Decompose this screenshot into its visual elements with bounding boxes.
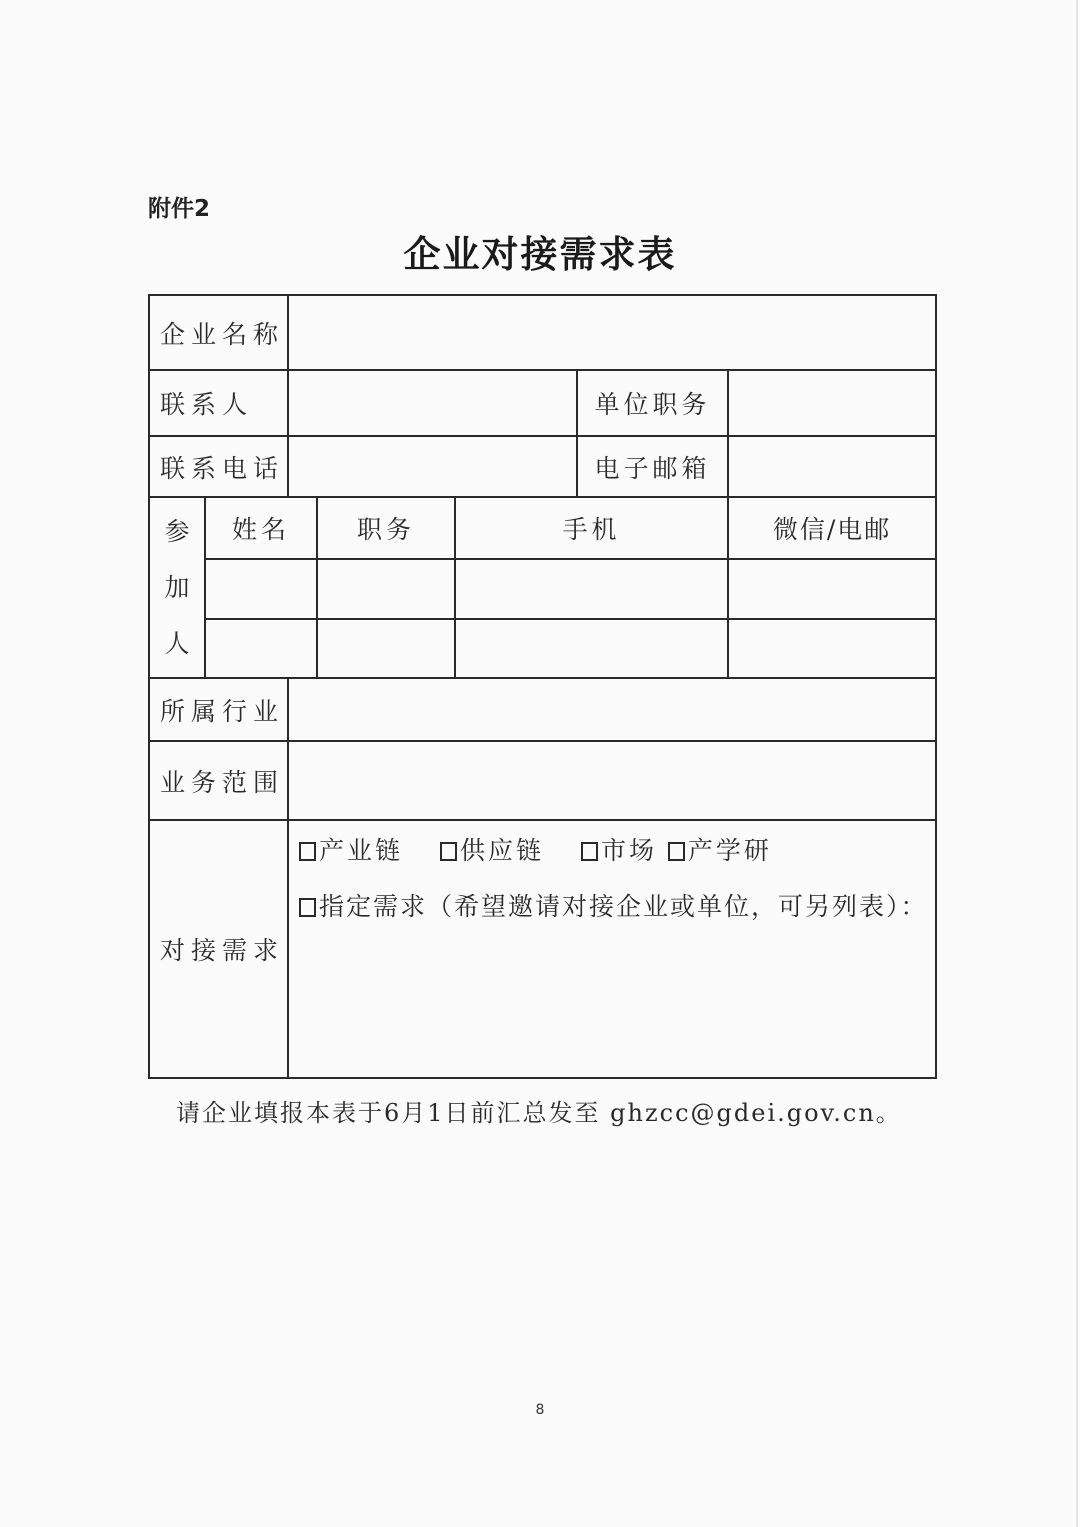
participant-wechat-field[interactable] [728,619,936,678]
participant-name-field[interactable] [205,619,317,678]
participants-char: 参 [164,516,190,546]
email-field[interactable] [728,436,936,497]
participants-char: 加 [164,572,190,602]
participant-name-field[interactable] [205,559,317,619]
contact-field[interactable] [288,370,577,436]
business-scope-row [149,741,936,820]
checkbox-icon[interactable] [299,898,316,917]
col-wechat-email-header: 微信/电邮 [728,497,936,559]
form-title: 企业对接需求表 [403,233,677,276]
industry-row [149,678,936,741]
checkbox-icon[interactable] [668,842,685,861]
checkbox-icon[interactable] [581,842,598,861]
participant-row [149,559,936,619]
participant-title-field[interactable] [317,559,455,619]
participants-header-row [149,497,936,559]
needs-options-line [299,835,935,867]
industry-label: 所属行业 [149,678,288,741]
col-mobile-header: 手机 [455,497,728,559]
participant-mobile-field[interactable] [455,559,728,619]
position-field[interactable] [728,370,936,436]
submission-note: 请企业填报本表于6月1日前汇总发至 ghzcc@gdei.gov.cn。 [176,1099,902,1127]
participant-mobile-field[interactable] [455,619,728,678]
phone-label: 联系电话 [149,436,288,497]
company-name-row [149,295,936,370]
option-supply-chain[interactable]: 供应链 [440,835,544,867]
col-title-header: 职务 [317,497,455,559]
specified-need-line[interactable] [299,891,935,923]
needs-row [149,820,936,1078]
company-name-field[interactable] [288,295,936,370]
option-market[interactable]: 市场 [581,835,657,867]
participant-wechat-field[interactable] [728,559,936,619]
option-industry-chain[interactable]: 产业链 [299,835,403,867]
col-name-header: 姓名 [205,497,317,559]
specified-need-text: 指定需求（希望邀请对接企业或单位，可另列表）： [319,892,928,921]
business-scope-field[interactable] [288,741,936,820]
phone-row [149,436,936,497]
email-label: 电子邮箱 [577,436,728,497]
business-scope-label: 业务范围 [149,741,288,820]
participant-title-field[interactable] [317,619,455,678]
contact-row [149,370,936,436]
participants-label [149,497,205,678]
participant-row [149,619,936,678]
needs-label: 对接需求 [149,820,288,1078]
industry-field[interactable] [288,678,936,741]
company-name-label: 企业名称 [149,295,288,370]
phone-field[interactable] [288,436,577,497]
attachment-label: 附件2 [148,196,211,222]
position-label: 单位职务 [577,370,728,436]
request-form-table [148,294,937,1079]
option-industry-university-research[interactable]: 产学研 [668,835,772,867]
page-number: 8 [535,1402,545,1418]
checkbox-icon[interactable] [440,842,457,861]
checkbox-icon[interactable] [299,842,316,861]
needs-options-cell [288,820,936,1078]
contact-label: 联系人 [149,370,288,436]
participants-char: 人 [164,628,190,658]
